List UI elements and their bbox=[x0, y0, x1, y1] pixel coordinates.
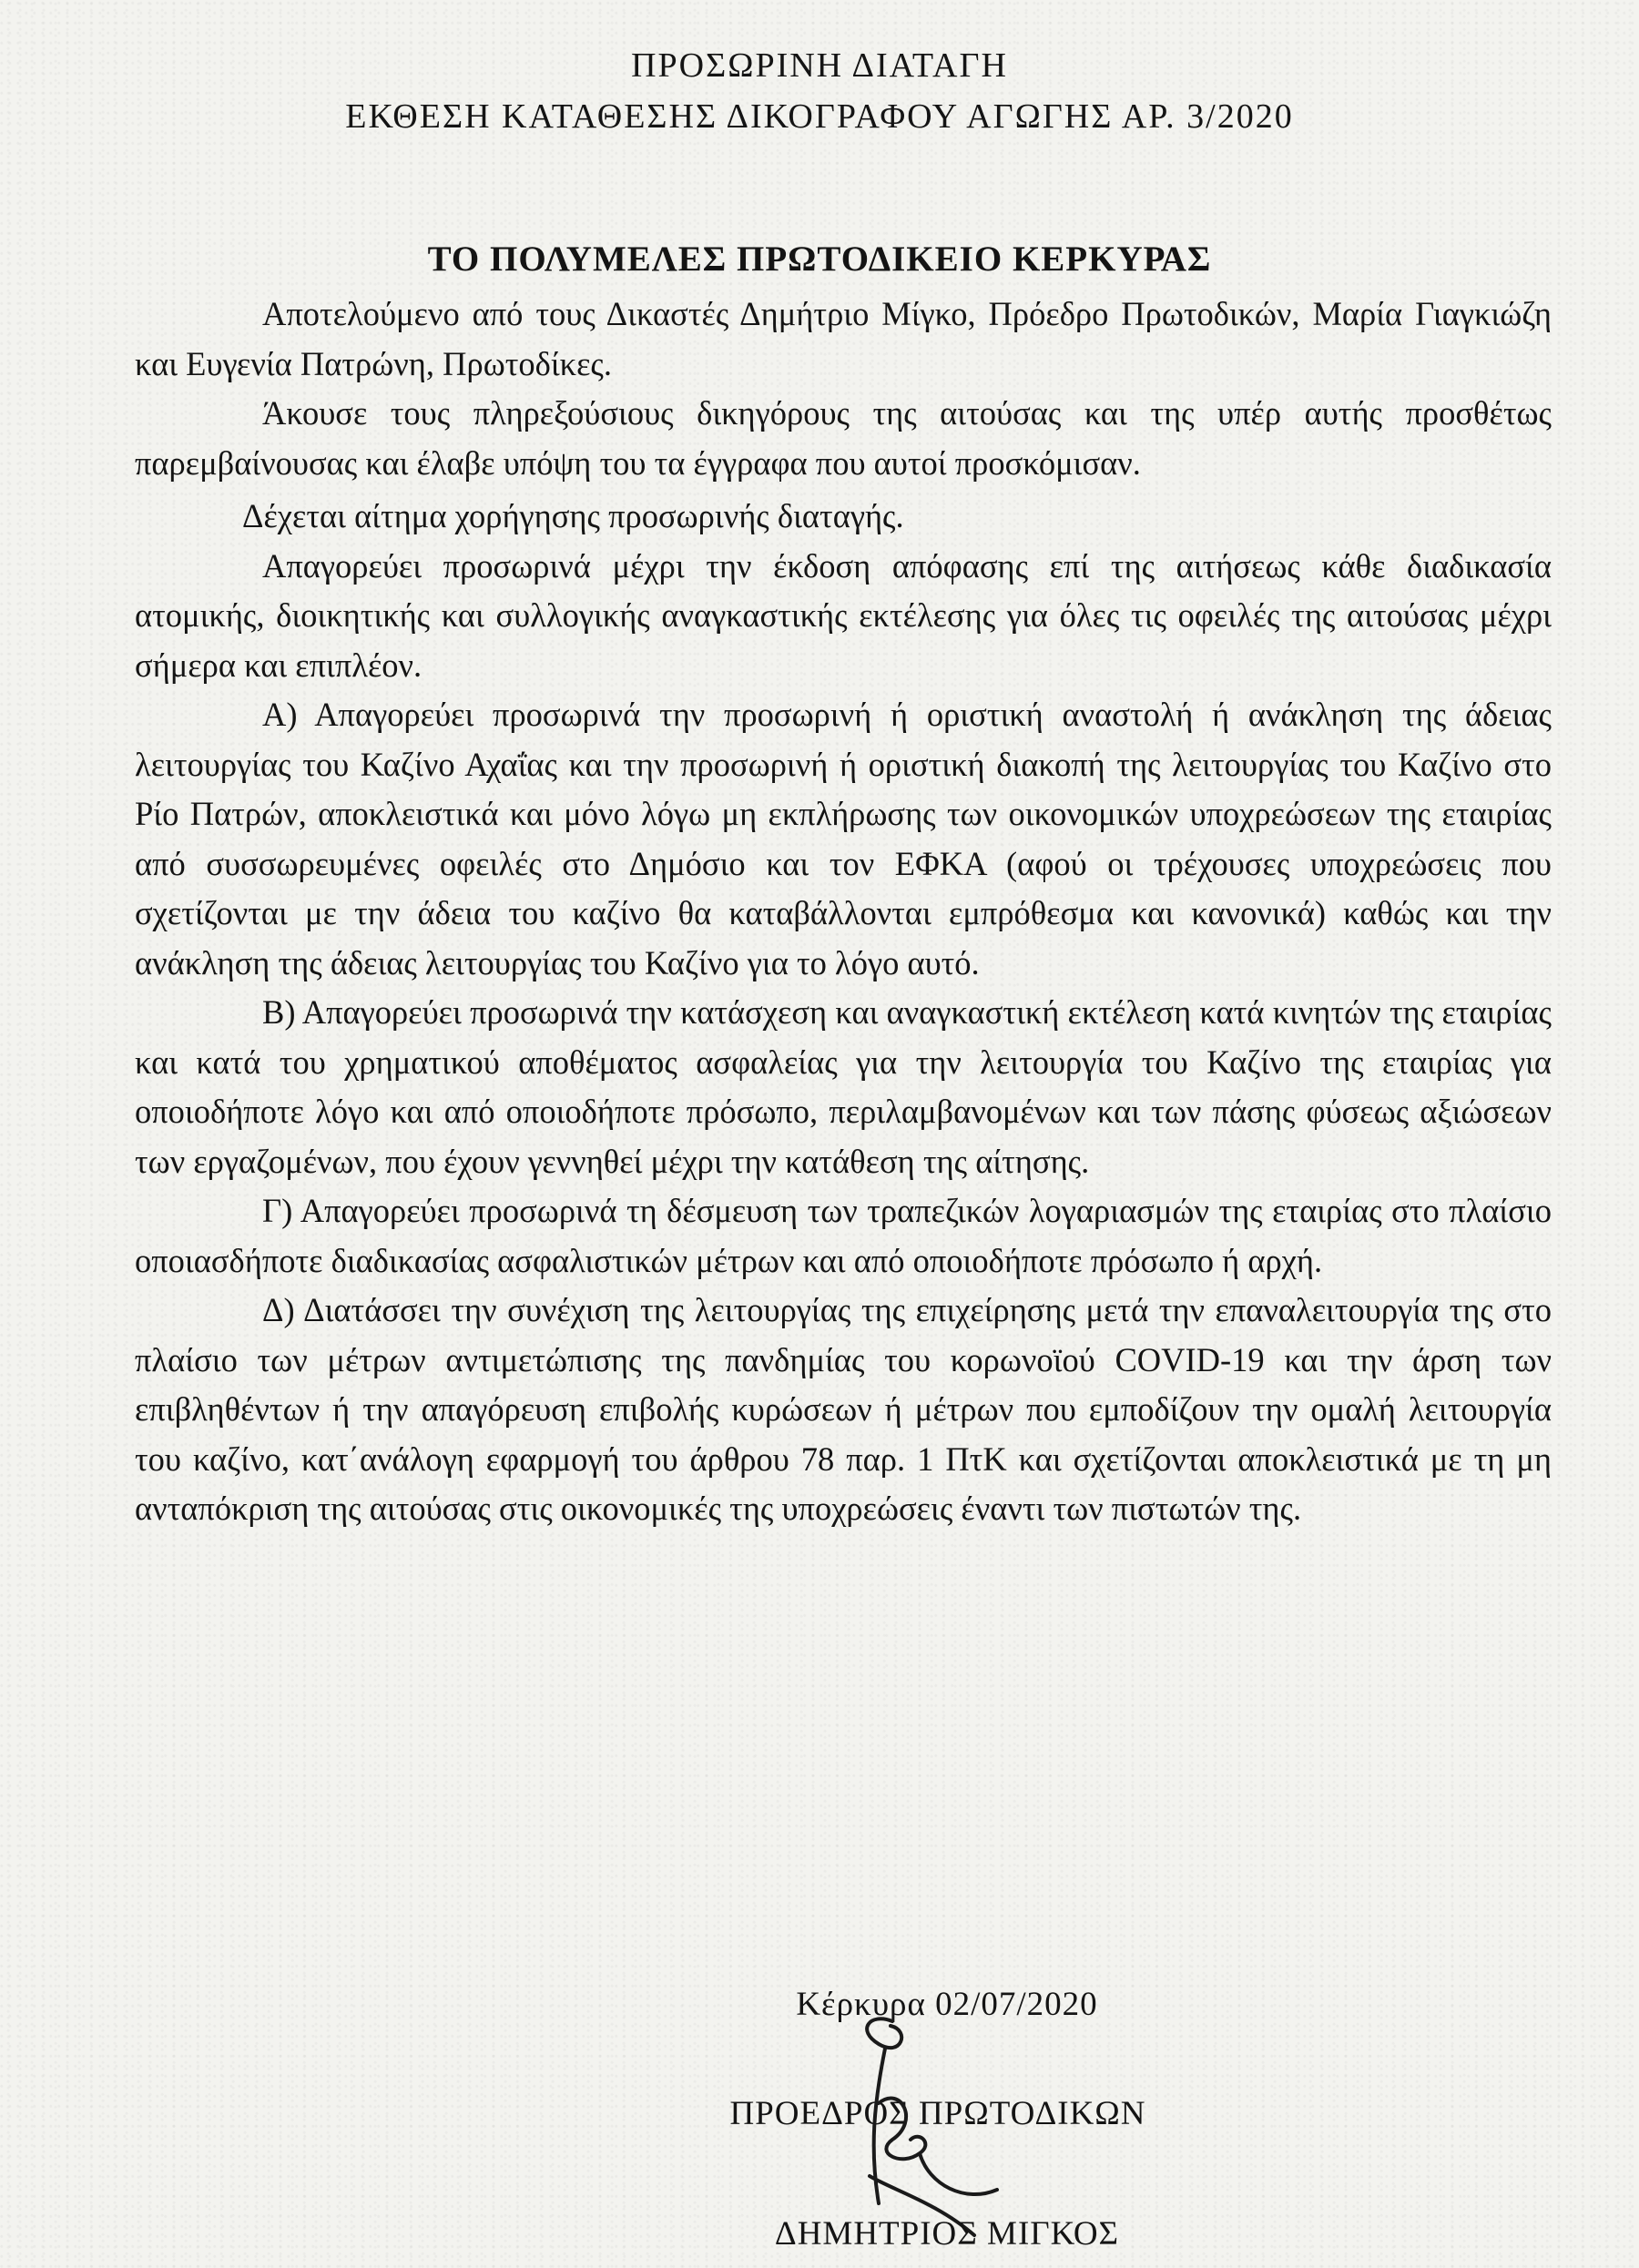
paragraph-c: Γ) Απαγορεύει προσωρινά τη δέσμευση των τραπεζικών λογαριασμών της εταιρίας στο πλαίσιο οποιασδήποτε διαδικασίας ασφαλιστικών μέτρων και από οποιοδήποτε πρόσωπο ή αρχή. bbox=[135, 1192, 1552, 1279]
paragraph-b: Β) Απαγορεύει προσωρινά την κατάσχεση και αναγκαστική εκτέλεση κατά κινητών της εταιρίας και κατά του χρηματικού αποθέματος ασφαλείας για την λειτουργία του Καζίνο της εταιρίας για οποιοδήποτε λόγο και από οποιοδήποτε πρόσωπο, περιλαμβανομένων και των πάσης φύσεως αξιώσεων των εργαζομένων, που έχουν γεννηθεί μέχρι την κατάθεση της αίτησης. bbox=[135, 993, 1552, 1180]
paragraph-acceptance: Δέχεται αίτημα χορήγησης προσωρινής διαταγής. bbox=[242, 497, 904, 534]
court-name: ΤΟ ΠΟΛΥΜΕΛΕΣ ΠΡΩΤΟΔΙΚΕΙΟ ΚΕΡΚΥΡΑΣ bbox=[427, 239, 1212, 279]
paragraph-hearing: Άκουσε τους πληρεξούσιους δικηγόρους της αιτούσας και της υπέρ αυτής προσθέτως παρεμβαίνουσας και έλαβε υπόψη του τα έγγραφα που αυτοί προσκόμισαν. bbox=[135, 394, 1552, 482]
paragraph-d: Δ) Διατάσσει την συνέχιση της λειτουργίας της επιχείρησης μετά την επαναλειτουργία της στο πλαίσιο των μέτρων αντιμετώπισης της πανδημίας του κορωνοϊού COVID-19 και την άρση των επιβληθέντων ή την απαγόρευση επιβολής κυρώσεων ή μέτρων που εμποδίζουν την ομαλή λειτουργία του καζίνο, κατ΄ανάλογη εφαρμογή του άρθρου 78 παρ. 1 ΠτΚ και σχετίζονται αποκλειστικά με τη μη ανταπόκριση της αιτούσας στις οικονομικές της υποχρεώσεις έναντι των πιστωτών της. bbox=[135, 1291, 1552, 1527]
paragraph-prohibition: Απαγορεύει προσωρινά μέχρι την έκδοση απόφασης επί της αιτήσεως κάθε διαδικασία ατομικής, διοικητικής και συλλογικής αναγκαστικής εκτέλεσης για όλες τις οφειλές της αιτούσας μέχρι σήμερα και επιπλέον. bbox=[135, 546, 1552, 684]
signer-name: ΔΗΜΗΤΡΙΟΣ ΜΙΓΚΟΣ bbox=[774, 2215, 1120, 2253]
place-date: Κέρκυρα 02/07/2020 bbox=[796, 1986, 1098, 2023]
paragraph-a: Α) Απαγορεύει προσωρινά την προσωρινή ή οριστική αναστολή ή ανάκληση της άδειας λειτουργίας του Καζίνο Αχαΐας και την προσωρινή ή οριστική διακοπή της λειτουργίας του Καζίνο στο Ρίο Πατρών, αποκλειστικά και μόνο λόγω μη εκπλήρωσης των οικονομικών υποχρεώσεων της εταιρίας από συσσωρευμένες οφειλές στο Δημόσιο και τον ΕΦΚΑ (αφού οι τρέχουσες υποχρεώσεις που σχετίζονται με την άδεια του καζίνο θα καταβάλλονται εμπρόθεσμα και κανονικά) καθώς και την ανάκληση της άδειας λειτουργίας του Καζίνο για το λόγο αυτό. bbox=[135, 696, 1552, 981]
document-body bbox=[135, 290, 1552, 1534]
paragraph-composition: Αποτελούμενο από τους Δικαστές Δημήτριο Μίγκο, Πρόεδρο Πρωτοδικών, Μαρία Γιαγκιώζη και Ευγενία Πατρώνη, Πρωτοδίκες. bbox=[135, 295, 1552, 382]
document-subtitle: ΕΚΘΕΣΗ ΚΑΤΑΘΕΣΗΣ ΔΙΚΟΓΡΑΦΟΥ ΑΓΩΓΗΣ ΑΡ. 3/2020 bbox=[345, 97, 1294, 136]
signer-title: ΠΡΟΕΔΡΟΣ ΠΡΩΤΟΔΙΚΩΝ bbox=[729, 2095, 1146, 2132]
document-title: ΠΡΟΣΩΡΙΝΗ ΔΙΑΤΑΓΗ bbox=[631, 46, 1008, 85]
